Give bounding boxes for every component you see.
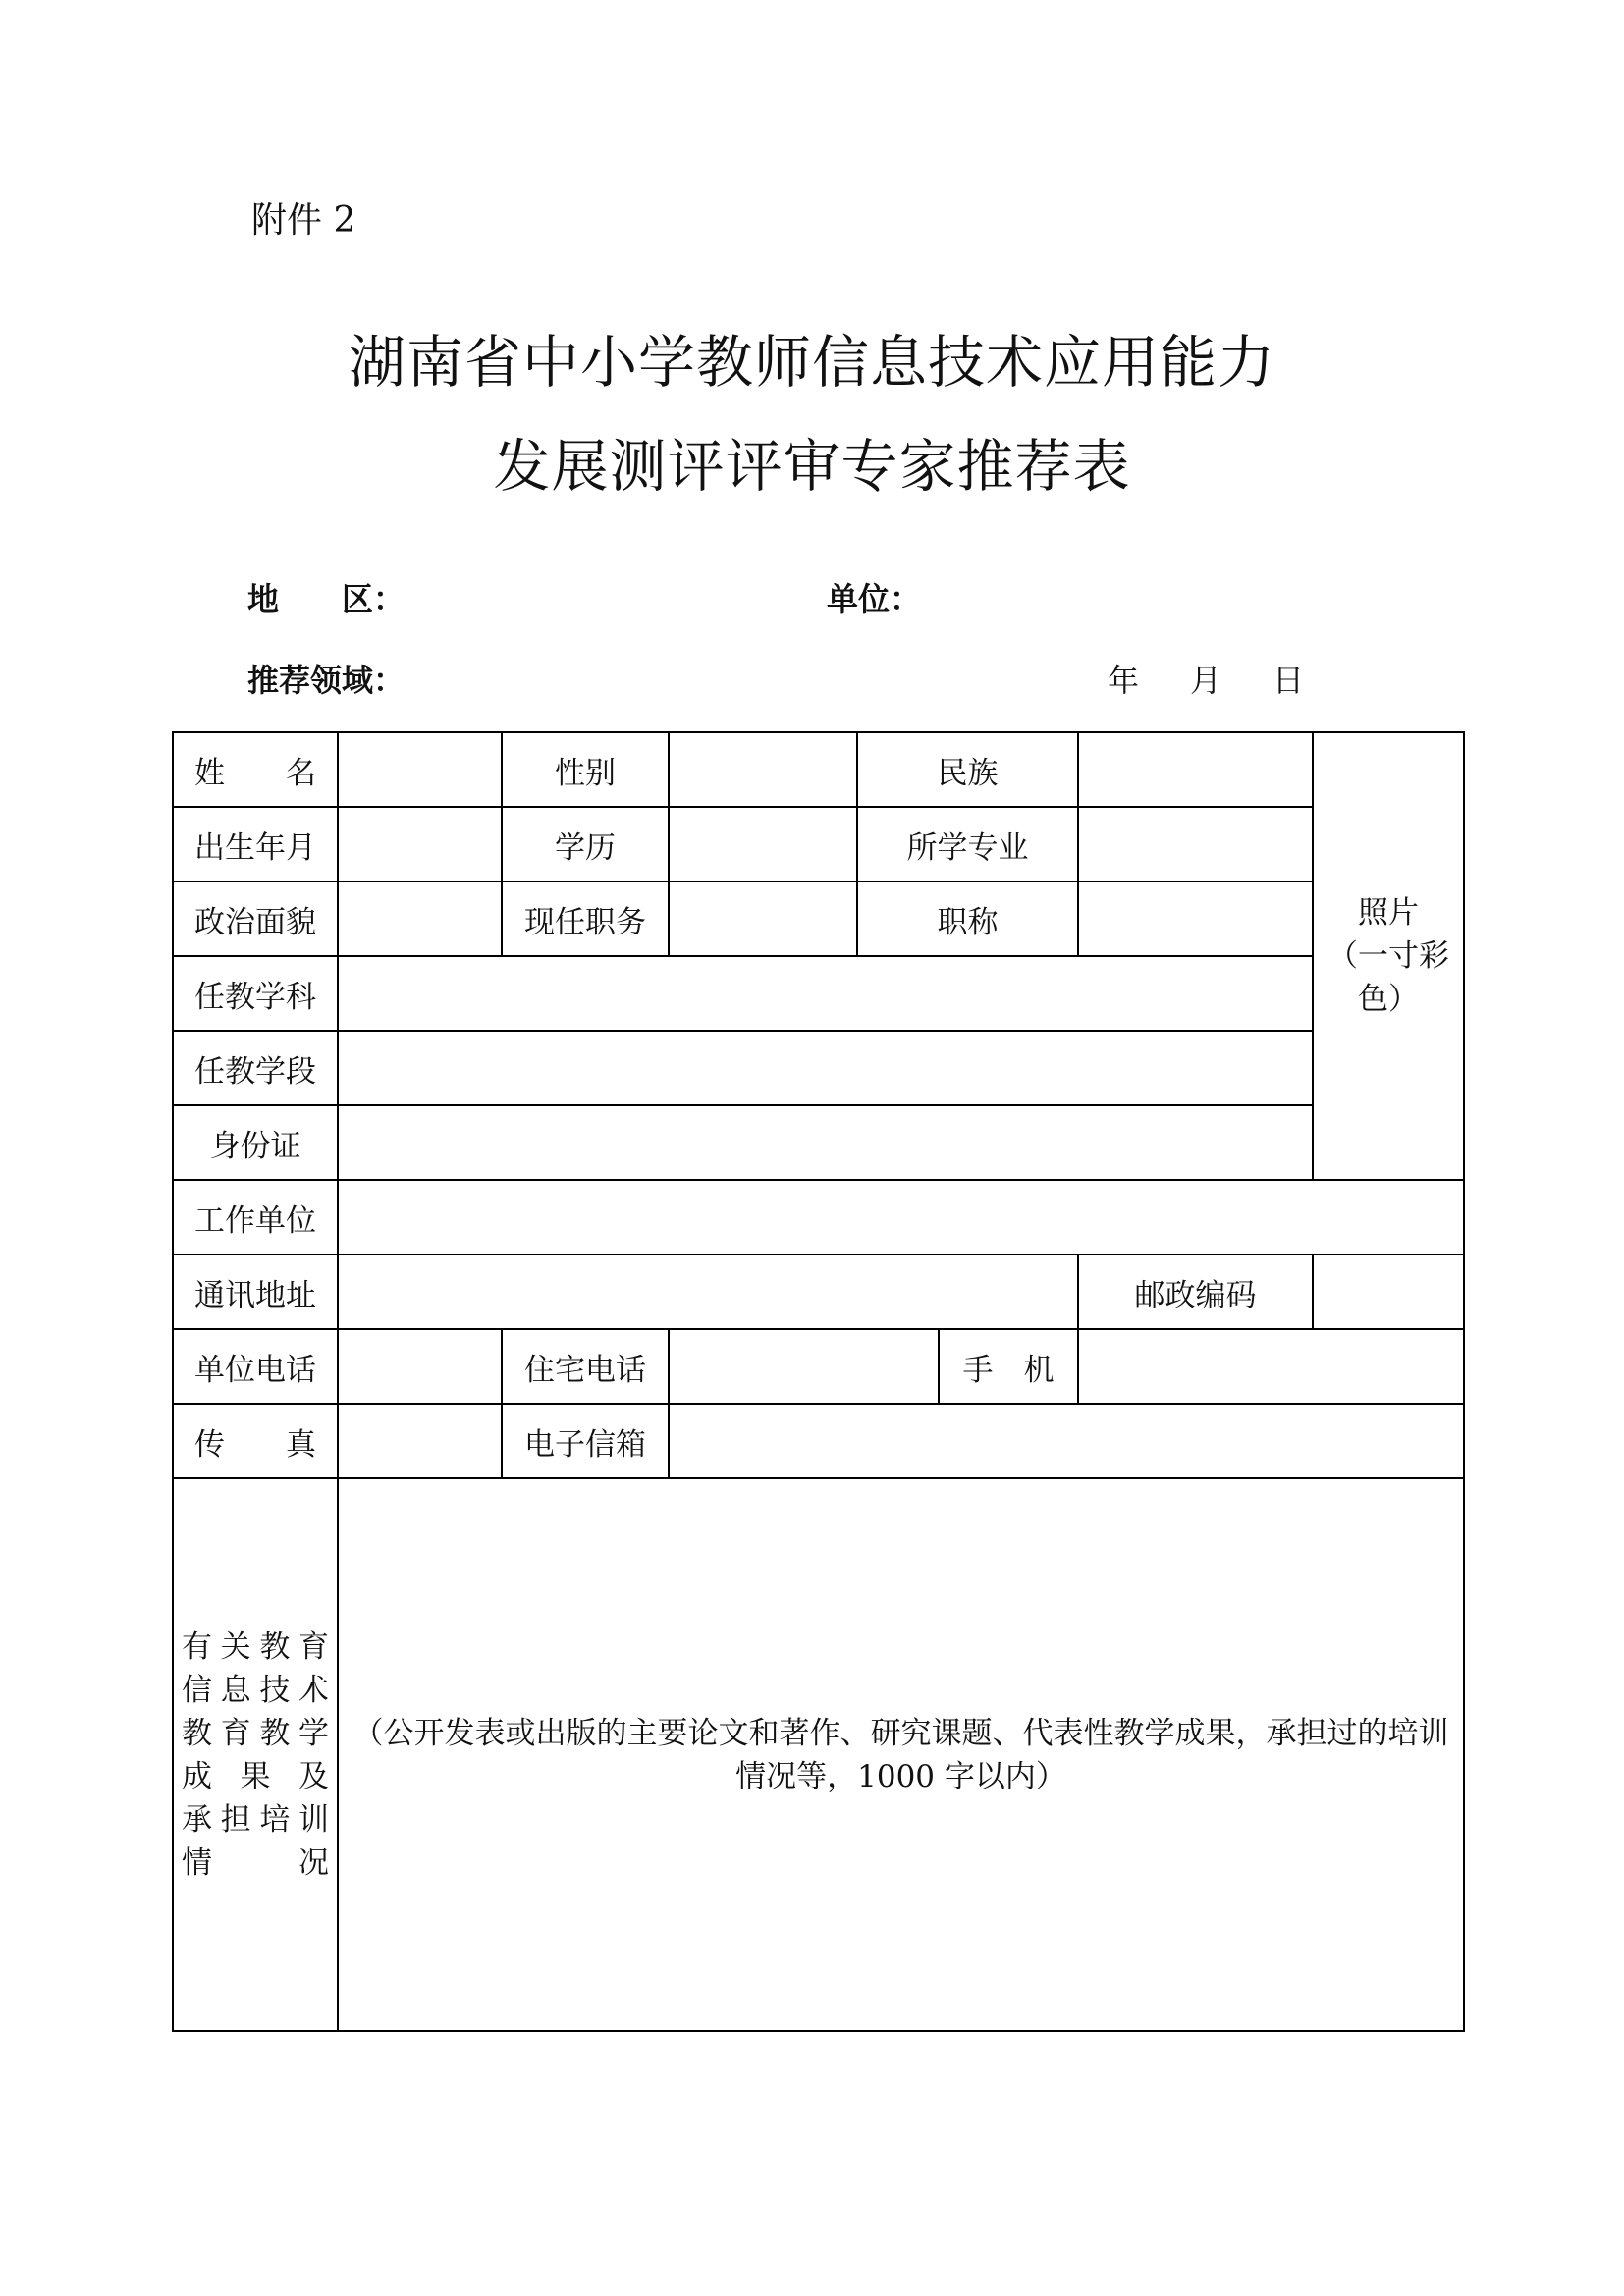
recommend-field-label: 推荐领域： bbox=[247, 662, 406, 699]
teaching-subject-field[interactable] bbox=[338, 956, 1313, 1031]
major-label: 所学专业 bbox=[857, 807, 1078, 881]
workplace-label: 工作单位 bbox=[173, 1180, 338, 1255]
education-label: 学历 bbox=[502, 807, 669, 881]
workplace-field[interactable] bbox=[338, 1180, 1464, 1255]
achievements-label-line: 成 果 及 bbox=[182, 1758, 329, 1794]
achievements-label-line: 承担培训 bbox=[182, 1801, 329, 1838]
photo-size-note: （一寸彩色） bbox=[1327, 938, 1449, 1017]
work-phone-label: 单位电话 bbox=[173, 1329, 338, 1404]
address-label: 通讯地址 bbox=[173, 1255, 338, 1329]
current-position-label: 现任职务 bbox=[502, 881, 669, 956]
gender-label: 性别 bbox=[502, 732, 669, 807]
major-field[interactable] bbox=[1078, 807, 1313, 881]
achievements-instruction: （公开发表或出版的主要论文和著作、研究课题、代表性教学成果，承担过的培训情况等，1000 字以内） bbox=[352, 1715, 1449, 1794]
fax-field[interactable] bbox=[338, 1404, 502, 1478]
achievements-label bbox=[173, 1478, 338, 2031]
name-label: 姓 名 bbox=[173, 732, 338, 807]
fax-label: 传 真 bbox=[173, 1404, 338, 1478]
name-field[interactable] bbox=[338, 732, 502, 807]
achievements-label-line: 情 况 bbox=[182, 1844, 329, 1881]
home-phone-label: 住宅电话 bbox=[502, 1329, 669, 1404]
postcode-field[interactable] bbox=[1313, 1255, 1464, 1329]
mobile-field[interactable] bbox=[1078, 1329, 1464, 1404]
email-label: 电子信箱 bbox=[502, 1404, 669, 1478]
professional-title-field[interactable] bbox=[1078, 881, 1313, 956]
document-title-line-1: 湖南省中小学教师信息技术应用能力 bbox=[348, 329, 1275, 396]
postcode-label: 邮政编码 bbox=[1078, 1255, 1313, 1329]
photo-box[interactable] bbox=[1313, 732, 1464, 1180]
current-position-field[interactable] bbox=[669, 881, 857, 956]
document-title-line-2: 发展测评评审专家推荐表 bbox=[493, 433, 1131, 500]
id-card-label: 身份证 bbox=[173, 1105, 338, 1180]
political-status-field[interactable] bbox=[338, 881, 502, 956]
region-label: 地 区： bbox=[247, 580, 406, 617]
achievements-field[interactable] bbox=[338, 1478, 1464, 2031]
date-month-label: 月 bbox=[1190, 662, 1222, 699]
address-field[interactable] bbox=[338, 1255, 1078, 1329]
achievements-label-line: 教育教学 bbox=[182, 1715, 329, 1751]
gender-field[interactable] bbox=[669, 732, 857, 807]
teaching-stage-field[interactable] bbox=[338, 1031, 1313, 1105]
achievements-label-line: 信息技术 bbox=[182, 1672, 329, 1708]
teaching-stage-label: 任教学段 bbox=[173, 1031, 338, 1105]
id-card-field[interactable] bbox=[338, 1105, 1313, 1180]
attachment-label: 附件 2 bbox=[251, 200, 356, 240]
birth-label: 出生年月 bbox=[173, 807, 338, 881]
professional-title-label: 职称 bbox=[857, 881, 1078, 956]
date-year-label: 年 bbox=[1108, 662, 1140, 699]
ethnicity-field[interactable] bbox=[1078, 732, 1313, 807]
unit-label: 单位： bbox=[827, 580, 922, 617]
birth-field[interactable] bbox=[338, 807, 502, 881]
email-field[interactable] bbox=[669, 1404, 1464, 1478]
mobile-label: 手 机 bbox=[939, 1329, 1078, 1404]
teaching-subject-label: 任教学科 bbox=[173, 956, 338, 1031]
ethnicity-label: 民族 bbox=[857, 732, 1078, 807]
recommendation-form-table bbox=[172, 731, 1465, 2032]
photo-label: 照片 bbox=[1358, 895, 1419, 931]
date-day-label: 日 bbox=[1272, 662, 1305, 699]
achievements-label-line: 有关教育 bbox=[182, 1629, 329, 1665]
education-field[interactable] bbox=[669, 807, 857, 881]
work-phone-field[interactable] bbox=[338, 1329, 502, 1404]
home-phone-field[interactable] bbox=[669, 1329, 939, 1404]
political-status-label: 政治面貌 bbox=[173, 881, 338, 956]
